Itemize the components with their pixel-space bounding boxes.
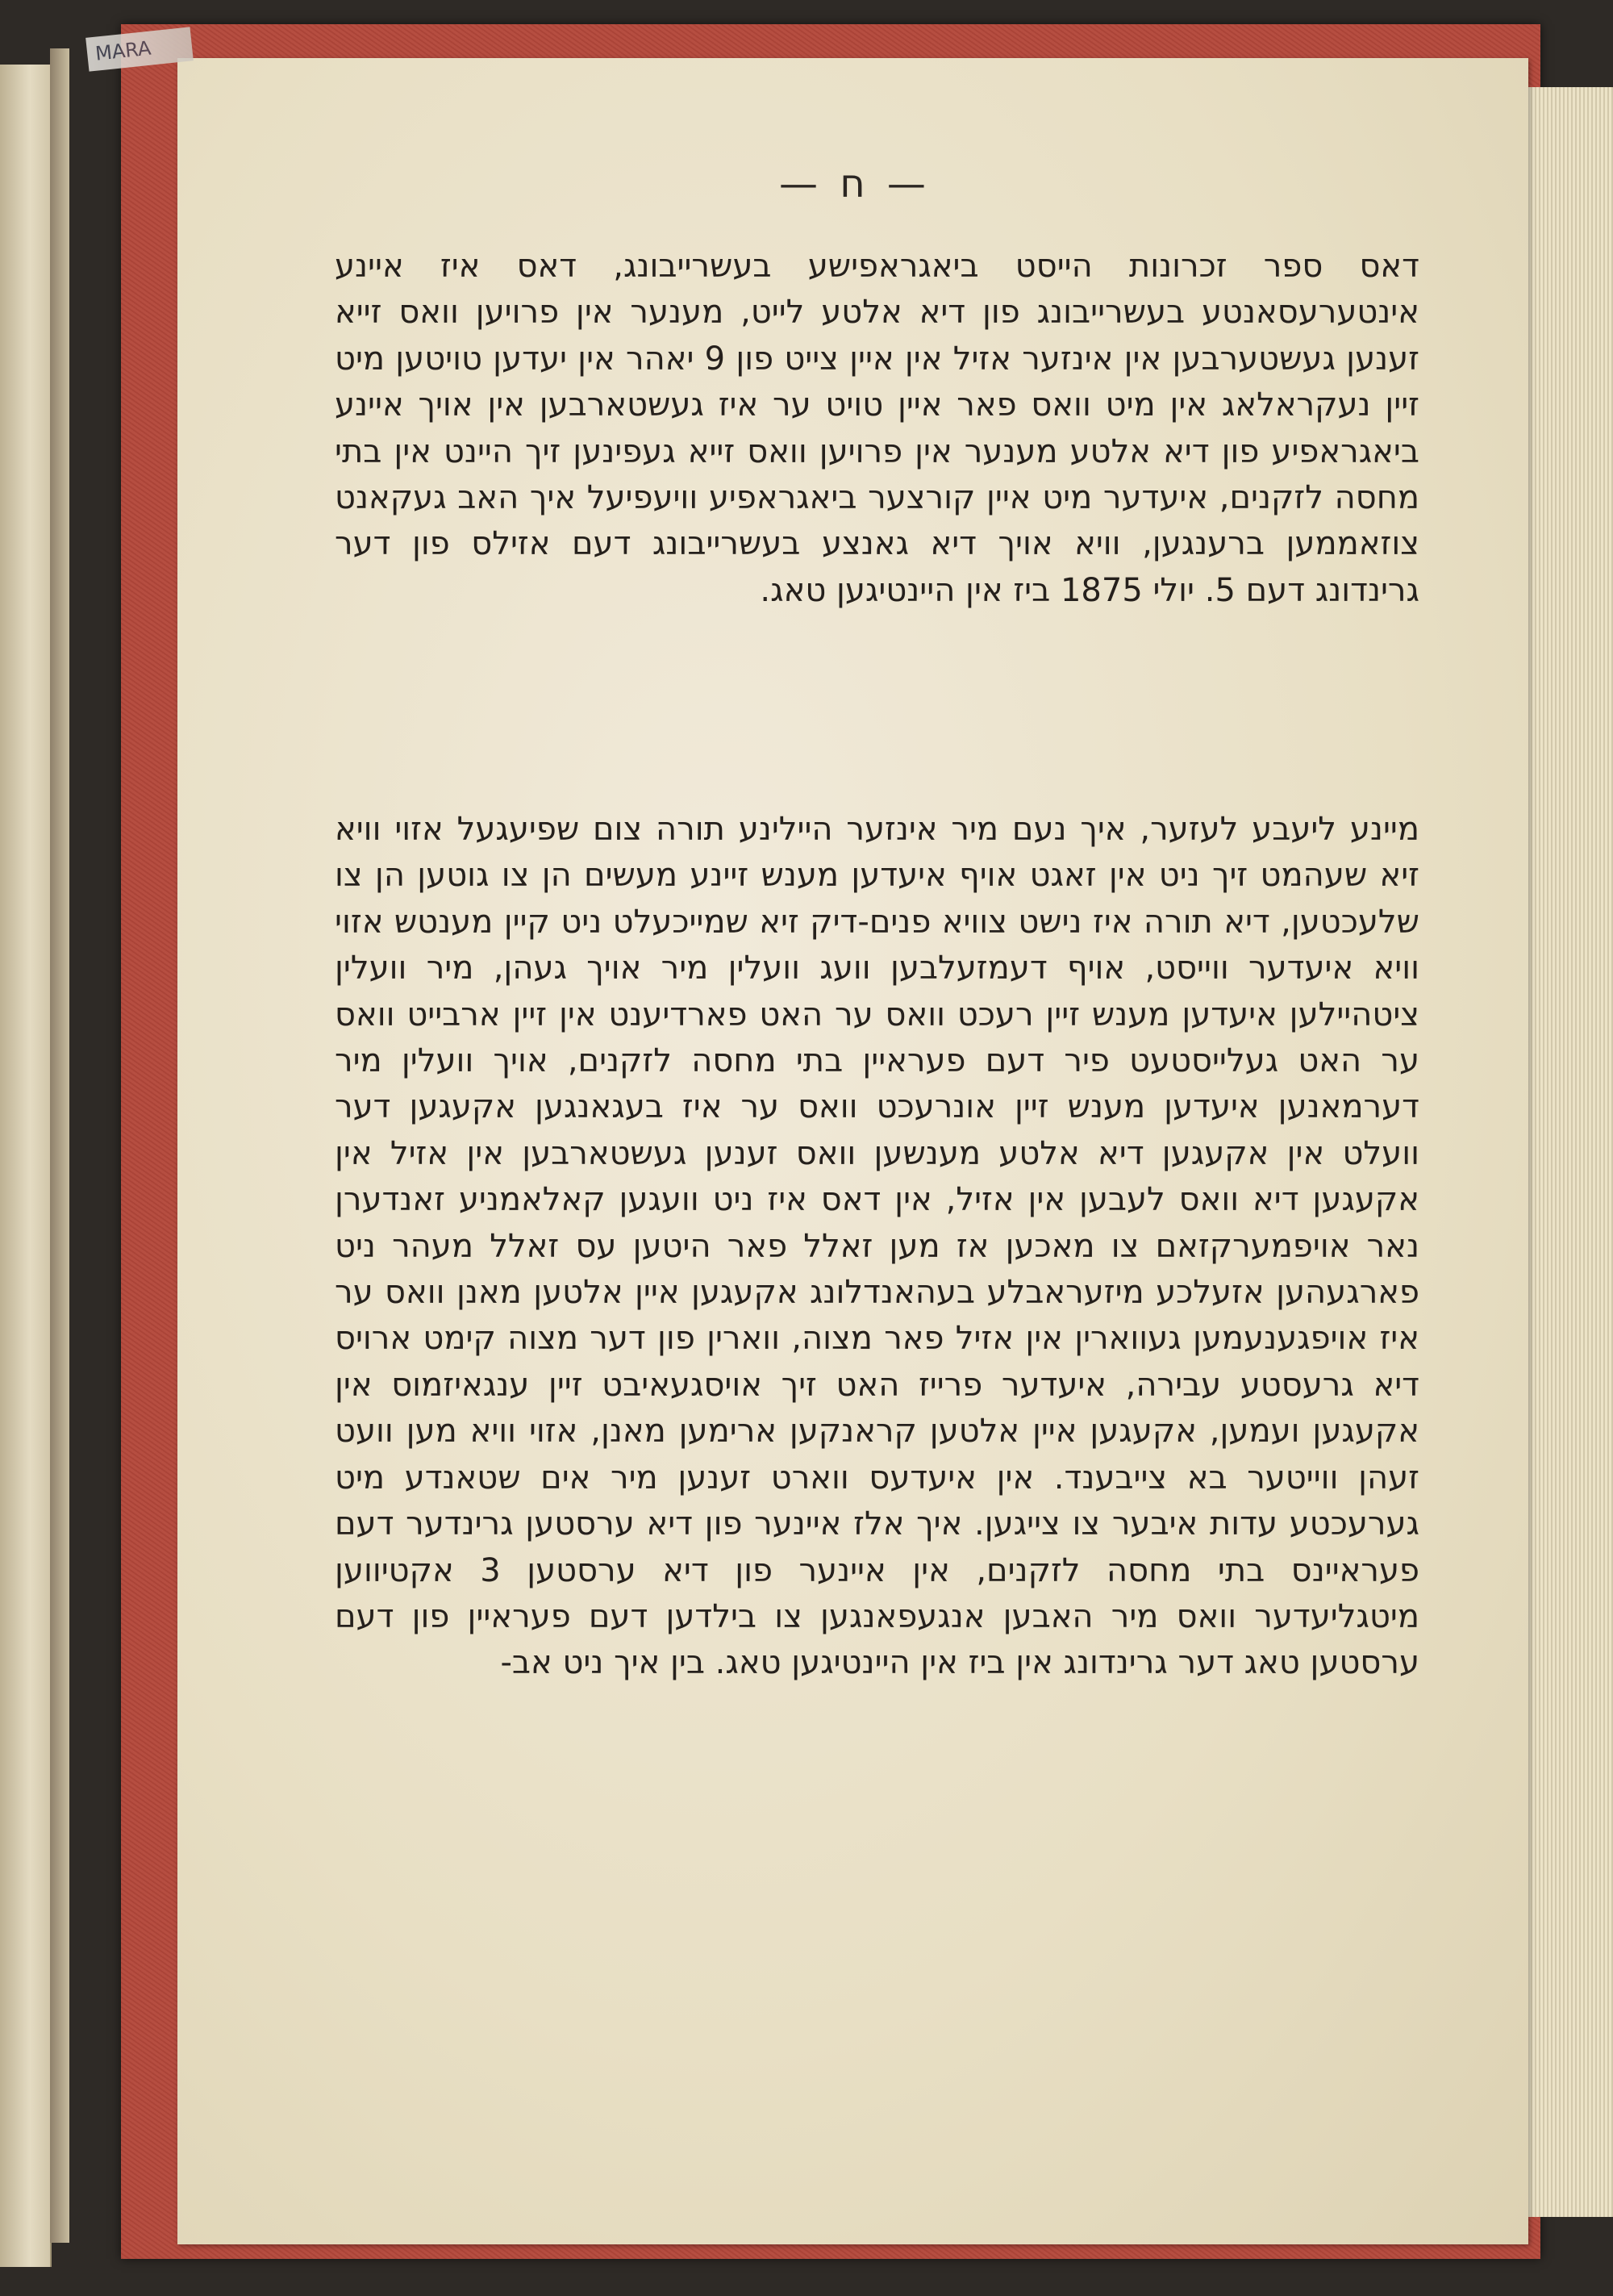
facing-page-edge <box>0 65 52 2267</box>
book-cover <box>121 24 1540 2259</box>
page-number: — ח — <box>779 161 931 207</box>
corner-sticker: MARA <box>85 27 194 71</box>
paragraph-intro: דאס ספר זכרונות הייסט ביאגראפישע בעשרייבונג, דאס איז איינע אינטערעסאנטע בעשרייבונג פון דיא אלטע לייט, מענער אין פרויען וואס זייא זענען געשטערבען אין אינזער אזיל אין איין צייט פון 9 יאהר אין יעדען טויטען מיט זיין נעקראלאג אין מיט וואס פאר איין טויט ער איז געשטארבען אין אויך איינע ביאגראפיע פון דיא אלטע מענער אין פרויען וואס זייא געפינען זיך היינט אין בתי מחסה לזקנים, איעדער מיט איין קורצער ביאגראפיע וויעפיעל איך האב געקאנט צוזאממען ברענגען, וויא אויך דיא גאנצע בעשרייבונג דעם אזילס פון דער גרינדונג דעם 5. יולי 1875 ביז אין היינטיגען טאג. <box>335 248 1420 609</box>
book-page <box>177 58 1528 2244</box>
page-edges <box>1520 87 1613 2217</box>
book-gutter <box>50 48 69 2243</box>
paragraph-main: מיינע ליעבע לעזער, איך נעם מיר אינזער היילינע תורה צום שפיעגעל אזוי וויא זיא שעהמט זיך ניט אין זאגט אויף איעדען מענש זיינע מעשים הן צו גוטען הן צו שלעכטען, דיא תורה איז נישט צוויא פנים-דיק זיא שמייכעלט ניט קיין מענטש אזוי וויא איעדער ווייסט, אויף דעמזעלבען וועג וועלין מיר אויך געהן, מיר וועלין ציטהיילען איעדען מענש זיין רעכט וואס ער האט פארדיענט אין זיין ארבייט וואס ער האט געלייסטעט פיר דעם פעראיין בתי מחסה לזקנים, אויך וועלין מיר דערמאנען איעדען מענש זיין אונרעכט וואס ער איז בעגאנגען אקעגען דער וועלט אין אקעגען דיא אלטע מענשען וואס זענען געשטארבען אין אזיל אין אקעגען דיא וואס לעבען אין אזיל, אין דאס איז ניט וועגען קאלאמניע זאנדערן נאר אויפמערקזאם צו מאכען אז מען זאלל פאר היטען עס זאלל מעהר ניט פארגעהען אזעלכע מיזעראבלע בעהאנדלונג אקעגען איין אלטען מאנן וואס ער איז אויפגענעמען געווארין אין אזיל פאר מצוה, ווארין פון דער מצוה קימט ארויס דיא גרעסטע עבירה, איעדער פרייז האט זיך אויסגעאיבט זיין ענגאיזמוס אין אקעגען ועמען, אקעגען איין אלטען קראנקען ארימען מאנן, אזוי וויא מען וועט זעהן ווייטער בא צייבענד. אין איעדעס ווארט זענען מיר אים שטאנדע מיט גערעכטע עדות איבער צו צייגען. איך אלז איינער פון דיא ערסטען גרינדער דעם פעראיינס בתי מחסה לזקנים, אין איינער פון דיא ערסטען 3 אקטיווען מיטגליעדער וואס מיר האבען אנגעפאנגען צו בילדען דעם פעראיין פון דעם ערסטען טאג דער גרינדונג אין ביז אין היינטיגען טאג. בין איך ניט אב- <box>335 811 1419 1682</box>
show-through-text <box>343 756 1391 804</box>
